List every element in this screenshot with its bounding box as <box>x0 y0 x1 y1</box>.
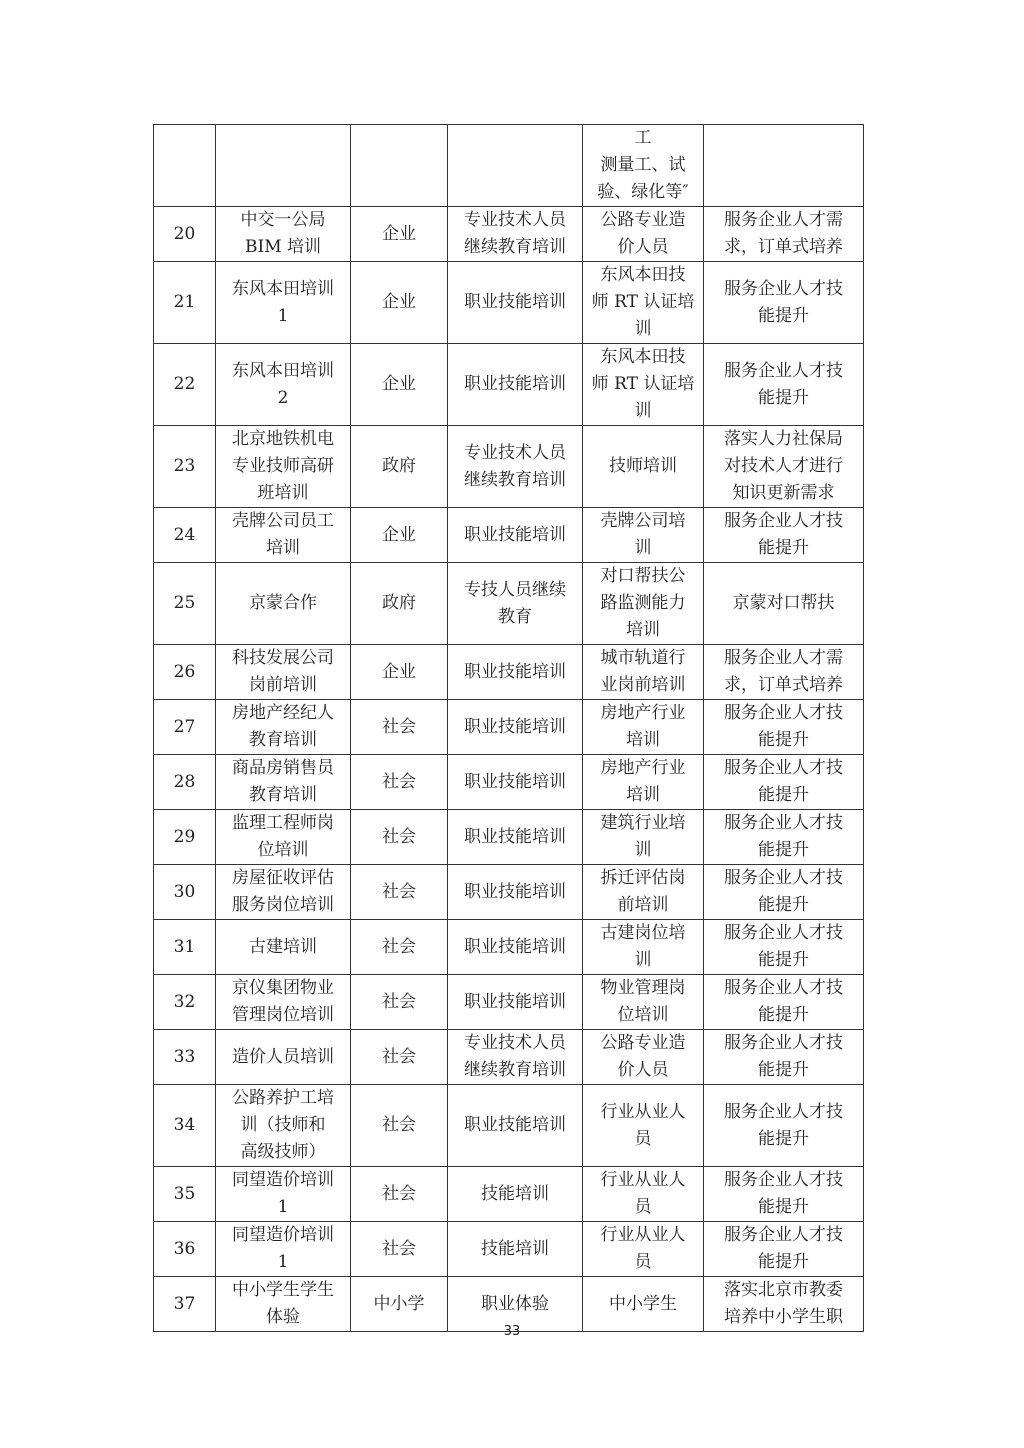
cell-category: 职业技能培训 <box>448 975 583 1030</box>
cell-number: 35 <box>154 1167 216 1222</box>
cell-name: 造价人员培训 <box>216 1030 351 1085</box>
cell-category: 专业技术人员 继续教育培训 <box>448 1030 583 1085</box>
cell-name: 同望造价培训 1 <box>216 1167 351 1222</box>
cell-type: 企业 <box>351 344 448 426</box>
cell-purpose: 服务企业人才技 能提升 <box>704 975 864 1030</box>
cell-number: 26 <box>154 645 216 700</box>
cell-type: 社会 <box>351 975 448 1030</box>
cell-purpose: 服务企业人才技 能提升 <box>704 508 864 563</box>
cell-number: 27 <box>154 700 216 755</box>
cell-type: 政府 <box>351 426 448 508</box>
cell-name: 科技发展公司 岗前培训 <box>216 645 351 700</box>
cell-category: 技能培训 <box>448 1167 583 1222</box>
cell-purpose: 京蒙对口帮扶 <box>704 563 864 645</box>
cell-name: 京仪集团物业 管理岗位培训 <box>216 975 351 1030</box>
cell-number: 33 <box>154 1030 216 1085</box>
cell-target: 壳牌公司培 训 <box>583 508 704 563</box>
cell-number <box>154 125 216 207</box>
cell-type: 社会 <box>351 920 448 975</box>
cell-type: 中小学 <box>351 1277 448 1332</box>
cell-purpose: 服务企业人才技 能提升 <box>704 1030 864 1085</box>
cell-category: 专业技术人员 继续教育培训 <box>448 207 583 262</box>
table-row <box>154 810 864 865</box>
cell-category: 专技人员继续 教育 <box>448 563 583 645</box>
table-row <box>154 563 864 645</box>
cell-type: 企业 <box>351 645 448 700</box>
cell-name: 公路养护工培 训（技师和 高级技师） <box>216 1085 351 1167</box>
cell-purpose: 服务企业人才需 求，订单式培养 <box>704 645 864 700</box>
cell-category: 职业技能培训 <box>448 508 583 563</box>
cell-category: 职业技能培训 <box>448 865 583 920</box>
cell-target: 行业从业人 员 <box>583 1167 704 1222</box>
cell-target: 拆迁评估岗 前培训 <box>583 865 704 920</box>
cell-category: 职业技能培训 <box>448 755 583 810</box>
cell-category <box>448 125 583 207</box>
cell-name: 房屋征收评估 服务岗位培训 <box>216 865 351 920</box>
cell-purpose: 服务企业人才技 能提升 <box>704 1085 864 1167</box>
cell-type: 企业 <box>351 207 448 262</box>
table-row <box>154 1030 864 1085</box>
cell-name: 中交一公局 BIM 培训 <box>216 207 351 262</box>
cell-category: 专业技术人员 继续教育培训 <box>448 426 583 508</box>
table-row <box>154 1222 864 1277</box>
page-number: 33 <box>503 1324 521 1339</box>
cell-name <box>216 125 351 207</box>
cell-purpose: 服务企业人才技 能提升 <box>704 700 864 755</box>
cell-name: 监理工程师岗 位培训 <box>216 810 351 865</box>
cell-category: 职业技能培训 <box>448 645 583 700</box>
cell-number: 30 <box>154 865 216 920</box>
table-body <box>154 125 864 1332</box>
cell-target: 公路专业造 价人员 <box>583 1030 704 1085</box>
cell-type: 企业 <box>351 262 448 344</box>
cell-target: 行业从业人 员 <box>583 1222 704 1277</box>
cell-target: 工 测量工、试 验、绿化等″ <box>583 125 704 207</box>
cell-number: 25 <box>154 563 216 645</box>
cell-target: 东风本田技 师 RT 认证培 训 <box>583 344 704 426</box>
cell-target: 中小学生 <box>583 1277 704 1332</box>
cell-category: 职业技能培训 <box>448 344 583 426</box>
table-row <box>154 755 864 810</box>
cell-number: 31 <box>154 920 216 975</box>
cell-type: 社会 <box>351 1085 448 1167</box>
table-row <box>154 207 864 262</box>
table-row <box>154 645 864 700</box>
cell-number: 23 <box>154 426 216 508</box>
cell-type <box>351 125 448 207</box>
cell-purpose: 服务企业人才需 求，订单式培养 <box>704 207 864 262</box>
cell-name: 古建培训 <box>216 920 351 975</box>
cell-target: 城市轨道行 业岗前培训 <box>583 645 704 700</box>
table-row-continued <box>154 125 864 207</box>
cell-target: 房地产行业 培训 <box>583 755 704 810</box>
cell-name: 同望造价培训 1 <box>216 1222 351 1277</box>
cell-name: 北京地铁机电 专业技师高研 班培训 <box>216 426 351 508</box>
table-row <box>154 920 864 975</box>
cell-purpose <box>704 125 864 207</box>
cell-number: 20 <box>154 207 216 262</box>
cell-target: 公路专业造 价人员 <box>583 207 704 262</box>
table-row <box>154 700 864 755</box>
cell-type: 社会 <box>351 700 448 755</box>
table-row <box>154 344 864 426</box>
cell-target: 建筑行业培 训 <box>583 810 704 865</box>
table-row <box>154 865 864 920</box>
cell-target: 东风本田技 师 RT 认证培 训 <box>583 262 704 344</box>
cell-number: 24 <box>154 508 216 563</box>
cell-name: 京蒙合作 <box>216 563 351 645</box>
cell-type: 社会 <box>351 1030 448 1085</box>
table-row <box>154 1085 864 1167</box>
cell-name: 东风本田培训 1 <box>216 262 351 344</box>
cell-number: 21 <box>154 262 216 344</box>
table-row <box>154 508 864 563</box>
cell-number: 37 <box>154 1277 216 1332</box>
cell-target: 行业从业人 员 <box>583 1085 704 1167</box>
cell-type: 企业 <box>351 508 448 563</box>
cell-number: 32 <box>154 975 216 1030</box>
cell-number: 36 <box>154 1222 216 1277</box>
cell-number: 34 <box>154 1085 216 1167</box>
cell-purpose: 服务企业人才技 能提升 <box>704 1167 864 1222</box>
cell-target: 古建岗位培 训 <box>583 920 704 975</box>
cell-type: 社会 <box>351 1222 448 1277</box>
cell-target: 房地产行业 培训 <box>583 700 704 755</box>
cell-purpose: 落实人力社保局 对技术人才进行 知识更新需求 <box>704 426 864 508</box>
cell-number: 28 <box>154 755 216 810</box>
cell-purpose: 服务企业人才技 能提升 <box>704 810 864 865</box>
cell-purpose: 服务企业人才技 能提升 <box>704 1222 864 1277</box>
cell-category: 职业体验 <box>448 1277 583 1332</box>
cell-name: 中小学生学生 体验 <box>216 1277 351 1332</box>
cell-target: 技师培训 <box>583 426 704 508</box>
cell-name: 壳牌公司员工 培训 <box>216 508 351 563</box>
cell-number: 29 <box>154 810 216 865</box>
cell-target: 对口帮扶公 路监测能力 培训 <box>583 563 704 645</box>
cell-target: 物业管理岗 位培训 <box>583 975 704 1030</box>
cell-category: 职业技能培训 <box>448 262 583 344</box>
cell-type: 政府 <box>351 563 448 645</box>
cell-purpose: 服务企业人才技 能提升 <box>704 262 864 344</box>
cell-type: 社会 <box>351 865 448 920</box>
cell-purpose: 服务企业人才技 能提升 <box>704 344 864 426</box>
cell-category: 职业技能培训 <box>448 1085 583 1167</box>
table-row <box>154 975 864 1030</box>
cell-category: 职业技能培训 <box>448 700 583 755</box>
cell-name: 商品房销售员 教育培训 <box>216 755 351 810</box>
cell-name: 房地产经纪人 教育培训 <box>216 700 351 755</box>
table-row <box>154 1167 864 1222</box>
cell-purpose: 服务企业人才技 能提升 <box>704 920 864 975</box>
cell-type: 社会 <box>351 810 448 865</box>
cell-type: 社会 <box>351 755 448 810</box>
cell-purpose: 落实北京市教委 培养中小学生职 <box>704 1277 864 1332</box>
table-row <box>154 426 864 508</box>
table-row <box>154 262 864 344</box>
cell-purpose: 服务企业人才技 能提升 <box>704 755 864 810</box>
cell-name: 东风本田培训 2 <box>216 344 351 426</box>
cell-category: 职业技能培训 <box>448 810 583 865</box>
cell-category: 技能培训 <box>448 1222 583 1277</box>
cell-type: 社会 <box>351 1167 448 1222</box>
cell-purpose: 服务企业人才技 能提升 <box>704 865 864 920</box>
cell-number: 22 <box>154 344 216 426</box>
cell-category: 职业技能培训 <box>448 920 583 975</box>
training-table <box>153 124 864 1332</box>
